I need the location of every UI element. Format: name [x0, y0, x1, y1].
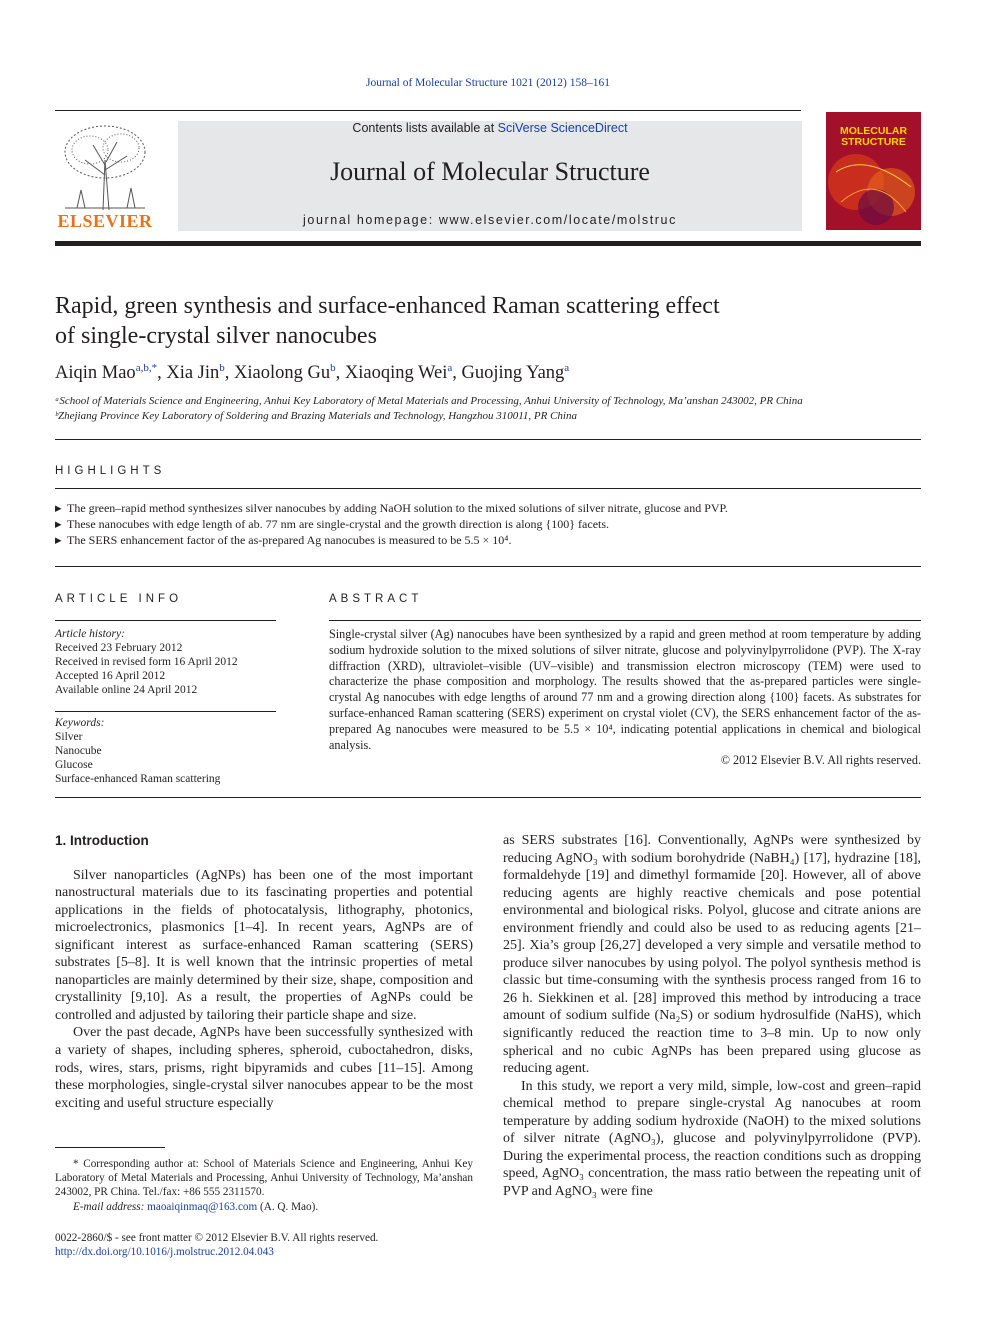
highlight-item: ▶ The SERS enhancement factor of the as-prepared Ag nanocubes is measured to be 5.5 × 10⁴.	[55, 532, 921, 548]
keyword: Silver	[55, 731, 83, 743]
keywords-block	[55, 716, 275, 786]
contents-prefix: Contents lists available at	[352, 121, 495, 135]
spacer	[55, 850, 473, 867]
contents-line	[178, 121, 802, 135]
doi-link[interactable]: http://dx.doi.org/10.1016/j.molstruc.2012.04.043	[55, 1246, 274, 1258]
paragraph: Silver nanoparticles (AgNPs) has been one of the most important nanostructural materials due to its fascinating properties and potential applications in the fields of photocatalysis, lithography, photonics, microelectronics, plasmonics [1–4]. In recent years, AgNPs are of significant interest as surface-enhanced Raman scattering (SERS) substrates [5–8]. It is well known that the intrinsic properties of metal nanoparticles are mainly determined by their size, shape, composition and crystallinity [9,10]. As a result, the properties of AgNPs could be controlled and adjusted by tailoring their particle shape and size.	[55, 867, 473, 1023]
affiliation-a: ᵃSchool of Materials Science and Engineering, Anhui Key Laboratory of Metal Materials and Processing, Anhui University of Technology, Ma’anshan 243002, PR China	[55, 395, 803, 407]
footnote-rule	[55, 1147, 165, 1148]
tree-icon	[55, 120, 155, 212]
corresponding-author-note: * Corresponding author at: School of Materials Science and Engineering, Anhui Key Laboratory of Metal Materials and Processing, Anhui University of Technology, Ma’anshan 243002, PR China. Tel./fax: +86 555 2311570.	[55, 1158, 473, 1199]
author-affil-sup[interactable]: b	[330, 362, 336, 374]
elsevier-logo	[55, 120, 155, 232]
journal-cover-image	[826, 112, 921, 230]
email-link[interactable]: maoaiqinmaq@163.com	[147, 1200, 258, 1213]
highlights-list	[55, 500, 921, 548]
author-name: Aiqin Mao	[55, 363, 136, 384]
divider	[55, 439, 921, 440]
highlight-item: ▶ The green–rapid method synthesizes silver nanocubes by adding NaOH solution to the mixed solutions of silver nitrate, glucose and PVP.	[55, 500, 921, 516]
history-entry: Received 23 February 2012	[55, 642, 183, 654]
footnote-block	[55, 1157, 473, 1214]
history-entry: Received in revised form 16 April 2012	[55, 656, 238, 668]
divider	[55, 797, 921, 798]
abstract-block	[329, 627, 921, 769]
history-label: Article history:	[55, 628, 125, 640]
paragraph: Over the past decade, AgNPs have been successfully synthesized with a variety of shapes, including spheres, spheroid, cuboctahedron, disks, rods, wires, stars, prisms, right bipyramids and cubes [11–15]. Among these morphologies, single-crystal silver nanocubes appear to be the most exciting and useful structure especially	[55, 1025, 473, 1111]
divider	[329, 620, 921, 621]
journal-title: Journal of Molecular Structure	[330, 157, 650, 186]
article-info-heading: ARTICLE INFO	[55, 593, 183, 605]
header-rule	[55, 110, 801, 111]
email-line	[55, 1200, 473, 1214]
cover-title: MOLECULAR STRUCTURE	[839, 125, 908, 148]
author-affil-sup[interactable]: a	[564, 362, 570, 374]
history-entry: Available online 24 April 2012	[55, 684, 198, 696]
sciencedirect-link[interactable]: SciVerse ScienceDirect	[497, 121, 628, 135]
history-entry: Accepted 16 April 2012	[55, 670, 166, 682]
email-suffix: (A. Q. Mao).	[260, 1200, 319, 1213]
divider	[55, 488, 921, 489]
article-title-line1: Rapid, green synthesis and surface-enhanced Raman scattering effect	[55, 293, 720, 319]
publisher-logo-text: ELSEVIER	[57, 211, 153, 231]
issn-line: 0022-2860/$ - see front matter © 2012 Elsevier B.V. All rights reserved.	[55, 1232, 379, 1244]
abstract-text: Single-crystal silver (Ag) nanocubes have been synthesized by a rapid and green method at room temperature by adding sodium hydroxide solution to the mixed solutions of silver nitrate, glucose and polyvinylpyrrolidone (PVP). The X-ray diffraction (XRD), ultraviolet–visible (UV–visible) and transmission electron microscopy (TEM) were used to characterize the phase composition and morphology. The results showed that the as-prepared particles were single-crystal Ag nanocubes with edge lengths of around 77 nm and a growing direction along {100} facets. As substrates for surface-enhanced Raman scattering (SERS) experiment on crystal violet (CV), the SERS enhancement factor of the as-prepared Ag nanocubes were measured to be 5.5 × 10⁴, indicating potential applications in chemical and biological analysis.	[329, 627, 921, 752]
journal-banner	[178, 121, 802, 231]
journal-homepage[interactable]: journal homepage: www.elsevier.com/locate/molstruc	[303, 213, 677, 227]
author-affil-sup[interactable]: a,b,*	[135, 362, 158, 374]
abstract-copyright: © 2012 Elsevier B.V. All rights reserved.	[720, 753, 921, 768]
author-name: Guojing Yang	[461, 363, 565, 384]
divider	[55, 620, 276, 621]
affiliation-b: ᵇZhejiang Province Key Laboratory of Soldering and Brazing Materials and Technology, Hangzhou 310011, PR China	[55, 410, 577, 422]
highlights-heading: HIGHLIGHTS	[55, 465, 166, 477]
author-name: Xiaolong Gu	[234, 363, 331, 384]
keyword: Nanocube	[55, 745, 102, 757]
abstract-heading: ABSTRACT	[329, 593, 423, 605]
keyword: Surface-enhanced Raman scattering	[55, 773, 221, 785]
journal-citation[interactable]: Journal of Molecular Structure 1021 (2012) 158–161	[365, 77, 610, 89]
divider	[55, 566, 921, 567]
body-right-column	[503, 832, 921, 1200]
keyword: Glucose	[55, 759, 93, 771]
author-name: Xia Jin	[166, 363, 220, 384]
paragraph: In this study, we report a very mild, simple, low-cost and green–rapid chemical method to prepare single-crystal Ag nanocubes at room temperature by adding sodium hydroxide (NaOH) to the mixed solutions of silver nitrate (AgNO₃), glucose and polyvinylpyrrolidone (PVP). During the experimental process, the reaction conditions such as dropping speed, AgNO₃ concentration, the mass ratio between the repeating unit of PVP and AgNO₃ were fine	[503, 1078, 921, 1199]
author-affil-sup[interactable]: b	[219, 362, 225, 374]
intro-heading: 1. Introduction	[55, 833, 149, 848]
author-name: Xiaoqing Wei	[344, 363, 448, 384]
header-thick-rule	[55, 241, 921, 246]
divider	[55, 711, 276, 712]
email-label: E-mail address:	[73, 1200, 145, 1213]
article-title-line2: of single-crystal silver nanocubes	[55, 323, 377, 349]
paragraph: as SERS substrates [16]. Conventionally, AgNPs were synthesized by reducing AgNO₃ with sodium borohydride (NaBH₄) [17], hydrazine [18], formaldehyde [19] and dimethyl formamide [20]. However, all of above reducing agents are highly reactive chemicals and pose potential environmental and biological risks. Polyol, glucose and citrate anions are environment friendly and could also be used to as reducing agents [21–25]. Xia’s group [26,27] developed a very simple and versatile method to produce silver nanocubes by using polyol. The polyol synthesis method is classic but time-consuming with the synthesis process ranged from 16 to 26 h. Siekkinen et al. [28] improved this method by introducing a trace amount of sodium sulfide (Na₂S) or sodium hydrosulfide (NaHS), which significantly reduced the reaction time to 3–8 min. Up to now only spherical and no cubic AgNPs has been prepared using glucose as reducing agent.	[503, 833, 921, 1077]
author-affil-sup[interactable]: a	[447, 362, 453, 374]
article-title	[55, 291, 921, 351]
highlight-item: ▶ These nanocubes with edge length of ab. 77 nm are single-crystal and the growth direction is along {100} facets.	[55, 516, 921, 532]
body-left-column	[55, 832, 473, 1112]
keywords-label: Keywords:	[55, 717, 105, 729]
article-history	[55, 627, 275, 697]
author-list: Aiqin Mao$^{a,b,*}$, Xia Jin$^b$, Xiaolong Gu$^b$, Xiaoqing Wei$^a$, Guojing Yang$^a$	[55, 362, 570, 384]
